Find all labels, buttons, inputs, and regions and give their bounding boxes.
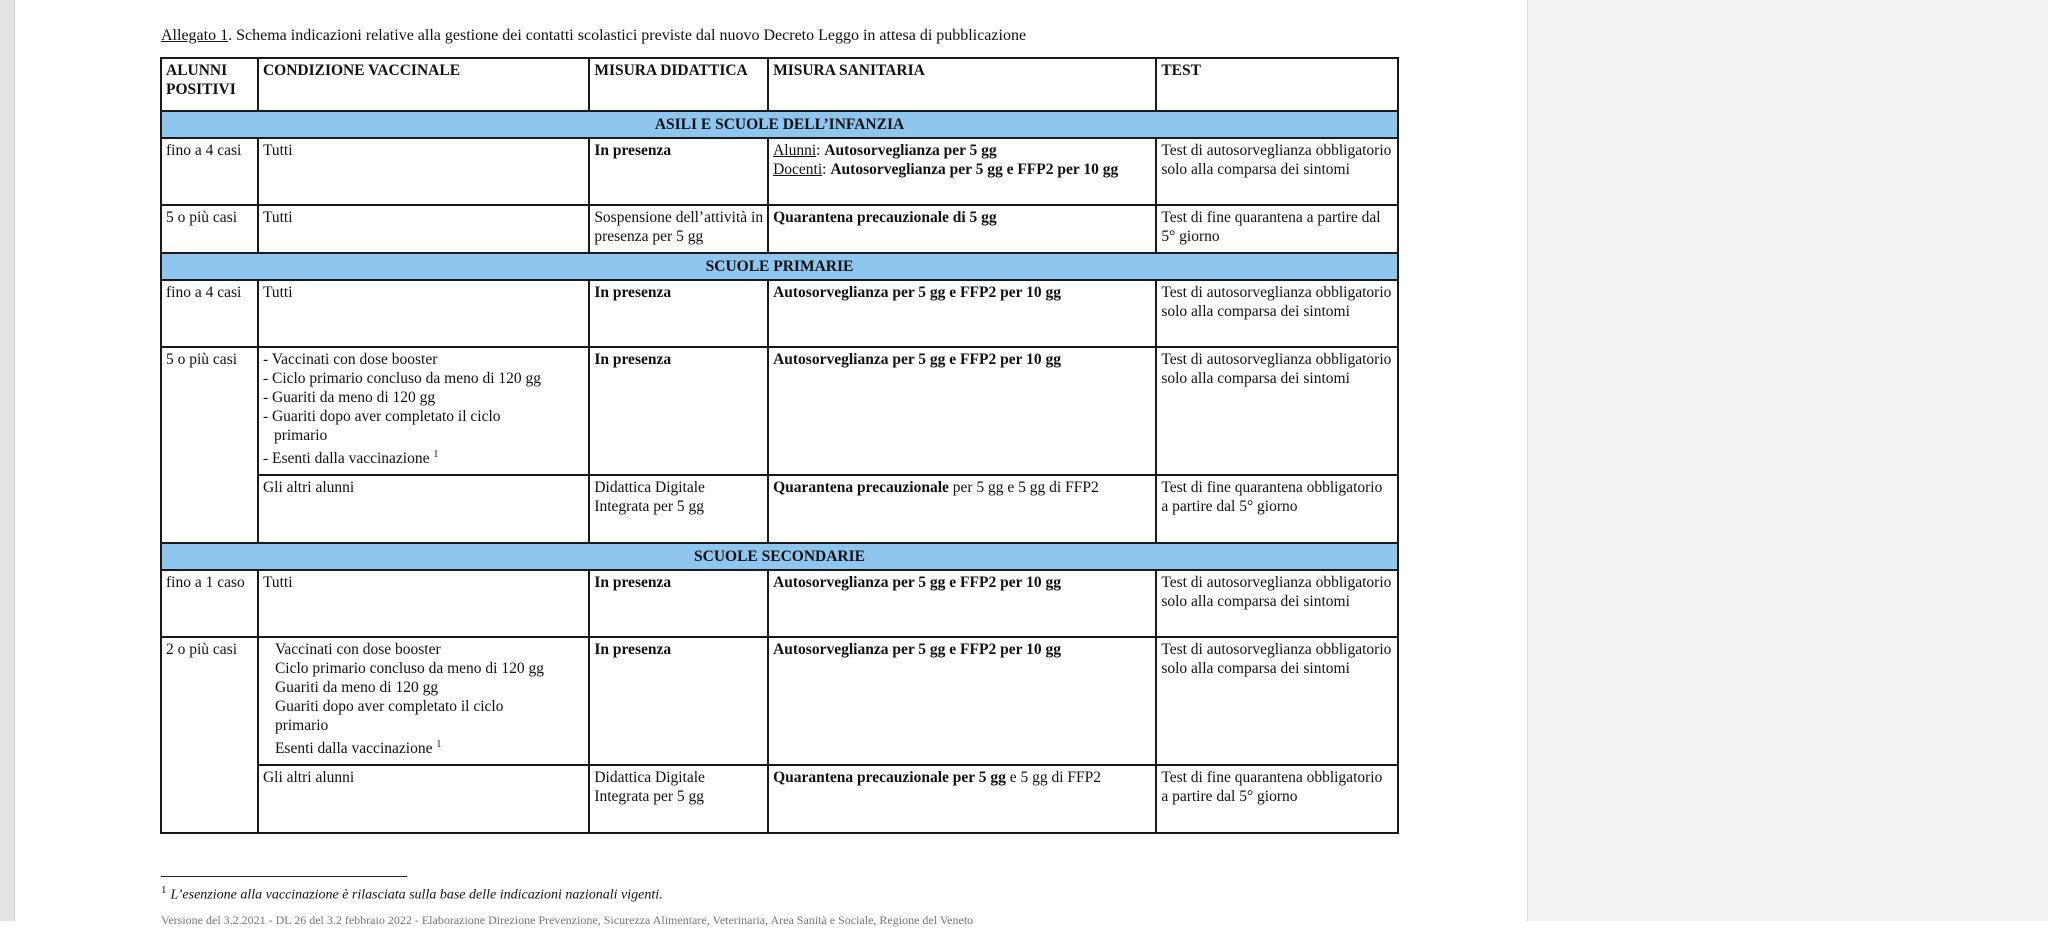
- cell-alunni: 5 o più casi: [161, 347, 258, 543]
- cell-test: Test di fine quarantena a partire dal 5° giorno: [1156, 205, 1398, 253]
- footnote-separator: [161, 876, 407, 877]
- cell-didattica: Didattica Digitale Integrata per 5 gg: [589, 765, 768, 833]
- footer-version-line: Versione del 3.2.2021 - DL 26 del 3.2 febbraio 2022 - Elaborazione Direzione Prevenzione, Sicurezza Alimentare, Veterinaria, Area Sanità e Sociale, Regione del Veneto: [161, 913, 974, 927]
- cell-sanitaria: Autosorveglianza per 5 gg e FFP2 per 10 gg: [768, 570, 1156, 637]
- cell-alunni: 2 o più casi: [161, 637, 258, 833]
- header-misura-didattica: MISURA DIDATTICA: [589, 58, 768, 111]
- sanitaria-rest: per 5 gg e 5 gg di FFP2: [948, 479, 1099, 496]
- condition-item: - Esenti dalla vaccinazione: [262, 450, 430, 468]
- docenti-label: Docenti: [773, 161, 823, 178]
- footnote-ref: 1: [433, 449, 439, 460]
- viewer-background: [1527, 0, 2048, 921]
- condition-item: - Ciclo primario concluso da meno di 120 gg: [262, 370, 542, 387]
- cell-condizione-list: [258, 637, 589, 765]
- document-heading: [161, 27, 1026, 45]
- cell-test: Test di fine quarantena obbligatorio a partire dal 5° giorno: [1156, 765, 1398, 833]
- condition-item: Ciclo primario concluso da meno di 120 gg: [274, 660, 544, 677]
- cell-condizione: Tutti: [258, 138, 589, 205]
- table-row: [161, 138, 1398, 205]
- cell-test: Test di autosorveglianza obbligatorio solo alla comparsa dei sintomi: [1156, 347, 1398, 475]
- cell-didattica: Sospensione dell’attività in presenza per 5 gg: [589, 205, 768, 253]
- section-infanzia: [161, 111, 1398, 138]
- cell-test: Test di autosorveglianza obbligatorio solo alla comparsa dei sintomi: [1156, 637, 1398, 765]
- cell-sanitaria: Autosorveglianza per 5 gg e FFP2 per 10 gg: [768, 637, 1156, 765]
- cell-condizione: Gli altri alunni: [258, 765, 589, 833]
- condition-item: - Vaccinati con dose booster: [262, 351, 438, 368]
- table-row: [161, 347, 1398, 475]
- cell-condizione-list: [258, 347, 589, 475]
- cell-condizione: Tutti: [258, 570, 589, 637]
- table-row: [161, 570, 1398, 637]
- condition-item: Vaccinati con dose booster: [274, 641, 441, 658]
- docenti-measure: Autosorveglianza per 5 gg e FFP2 per 10 gg: [830, 161, 1119, 178]
- cell-didattica: Didattica Digitale Integrata per 5 gg: [589, 475, 768, 543]
- condition-item: Guariti dopo aver completato il ciclo: [274, 698, 504, 715]
- heading-prefix: Allegato 1: [161, 27, 229, 44]
- cell-sanitaria: [768, 475, 1156, 543]
- cell-didattica: In presenza: [589, 138, 768, 205]
- table-header-row: [161, 58, 1398, 111]
- heading-text: . Schema indicazioni relative alla gestione dei contatti scolastici previste dal nuovo Decreto Leggo in attesa di pubblicazione: [228, 27, 1027, 44]
- footnote-ref: 1: [436, 739, 442, 750]
- cell-test: Test di autosorveglianza obbligatorio solo alla comparsa dei sintomi: [1156, 138, 1398, 205]
- cell-didattica: In presenza: [589, 347, 768, 475]
- condition-item-continued: primario: [274, 717, 329, 734]
- cell-test: Test di fine quarantena obbligatorio a partire dal 5° giorno: [1156, 475, 1398, 543]
- condition-item: - Guariti dopo aver completato il ciclo: [262, 408, 501, 425]
- alunni-measure: Autosorveglianza per 5 gg: [824, 142, 997, 159]
- cell-didattica: In presenza: [589, 570, 768, 637]
- section-title: ASILI E SCUOLE DELL’INFANZIA: [161, 111, 1398, 138]
- cell-test: Test di autosorveglianza obbligatorio solo alla comparsa dei sintomi: [1156, 280, 1398, 347]
- header-alunni-positivi: ALUNNI POSITIVI: [161, 58, 258, 111]
- cell-sanitaria: Autosorveglianza per 5 gg e FFP2 per 10 gg: [768, 347, 1156, 475]
- cell-condizione: Gli altri alunni: [258, 475, 589, 543]
- condition-item: Esenti dalla vaccinazione: [274, 740, 433, 758]
- cell-sanitaria: [768, 765, 1156, 833]
- table-row: [161, 280, 1398, 347]
- cell-didattica: In presenza: [589, 280, 768, 347]
- cell-sanitaria: Autosorveglianza per 5 gg e FFP2 per 10 gg: [768, 280, 1156, 347]
- table-row: [161, 765, 1398, 833]
- sanitaria-bold: Quarantena precauzionale per 5 gg: [773, 769, 1006, 786]
- section-title: SCUOLE SECONDARIE: [161, 543, 1398, 570]
- cell-alunni: fino a 4 casi: [161, 138, 258, 205]
- sanitaria-bold: Quarantena precauzionale: [773, 479, 949, 496]
- cell-alunni: fino a 4 casi: [161, 280, 258, 347]
- table-row: [161, 205, 1398, 253]
- condition-item: - Guariti da meno di 120 gg: [262, 389, 436, 406]
- cell-condizione: Tutti: [258, 280, 589, 347]
- table-row: [161, 475, 1398, 543]
- header-condizione-vaccinale: CONDIZIONE VACCINALE: [258, 58, 589, 111]
- section-secondarie: [161, 543, 1398, 570]
- header-test: TEST: [1156, 58, 1398, 111]
- sanitaria-rest: e 5 gg di FFP2: [1005, 769, 1102, 786]
- alunni-label: Alunni: [773, 142, 817, 159]
- section-title: SCUOLE PRIMARIE: [161, 253, 1398, 280]
- condition-item: Guariti da meno di 120 gg: [274, 679, 439, 696]
- footnote-marker: 1: [161, 884, 167, 896]
- footnote: [161, 884, 663, 904]
- table-row: [161, 637, 1398, 765]
- footnote-text: L’esenzione alla vaccinazione è rilasciata sulla base delle indicazioni nazionali vigenti.: [170, 887, 663, 903]
- section-primarie: [161, 253, 1398, 280]
- cell-sanitaria: Alunni: Autosorveglianza per 5 gg Docenti: Autosorveglianza per 5 gg e FFP2 per 10 gg: [768, 138, 1156, 205]
- left-gutter: [0, 0, 14, 921]
- cell-condizione: Tutti: [258, 205, 589, 253]
- cell-didattica: In presenza: [589, 637, 768, 765]
- cell-test: Test di autosorveglianza obbligatorio solo alla comparsa dei sintomi: [1156, 570, 1398, 637]
- cell-alunni: 5 o più casi: [161, 205, 258, 253]
- cell-sanitaria: Quarantena precauzionale di 5 gg: [768, 205, 1156, 253]
- contacts-schedule-table: [160, 57, 1399, 834]
- header-misura-sanitaria: MISURA SANITARIA: [768, 58, 1156, 111]
- condition-item-continued: primario: [273, 427, 328, 444]
- cell-alunni: fino a 1 caso: [161, 570, 258, 637]
